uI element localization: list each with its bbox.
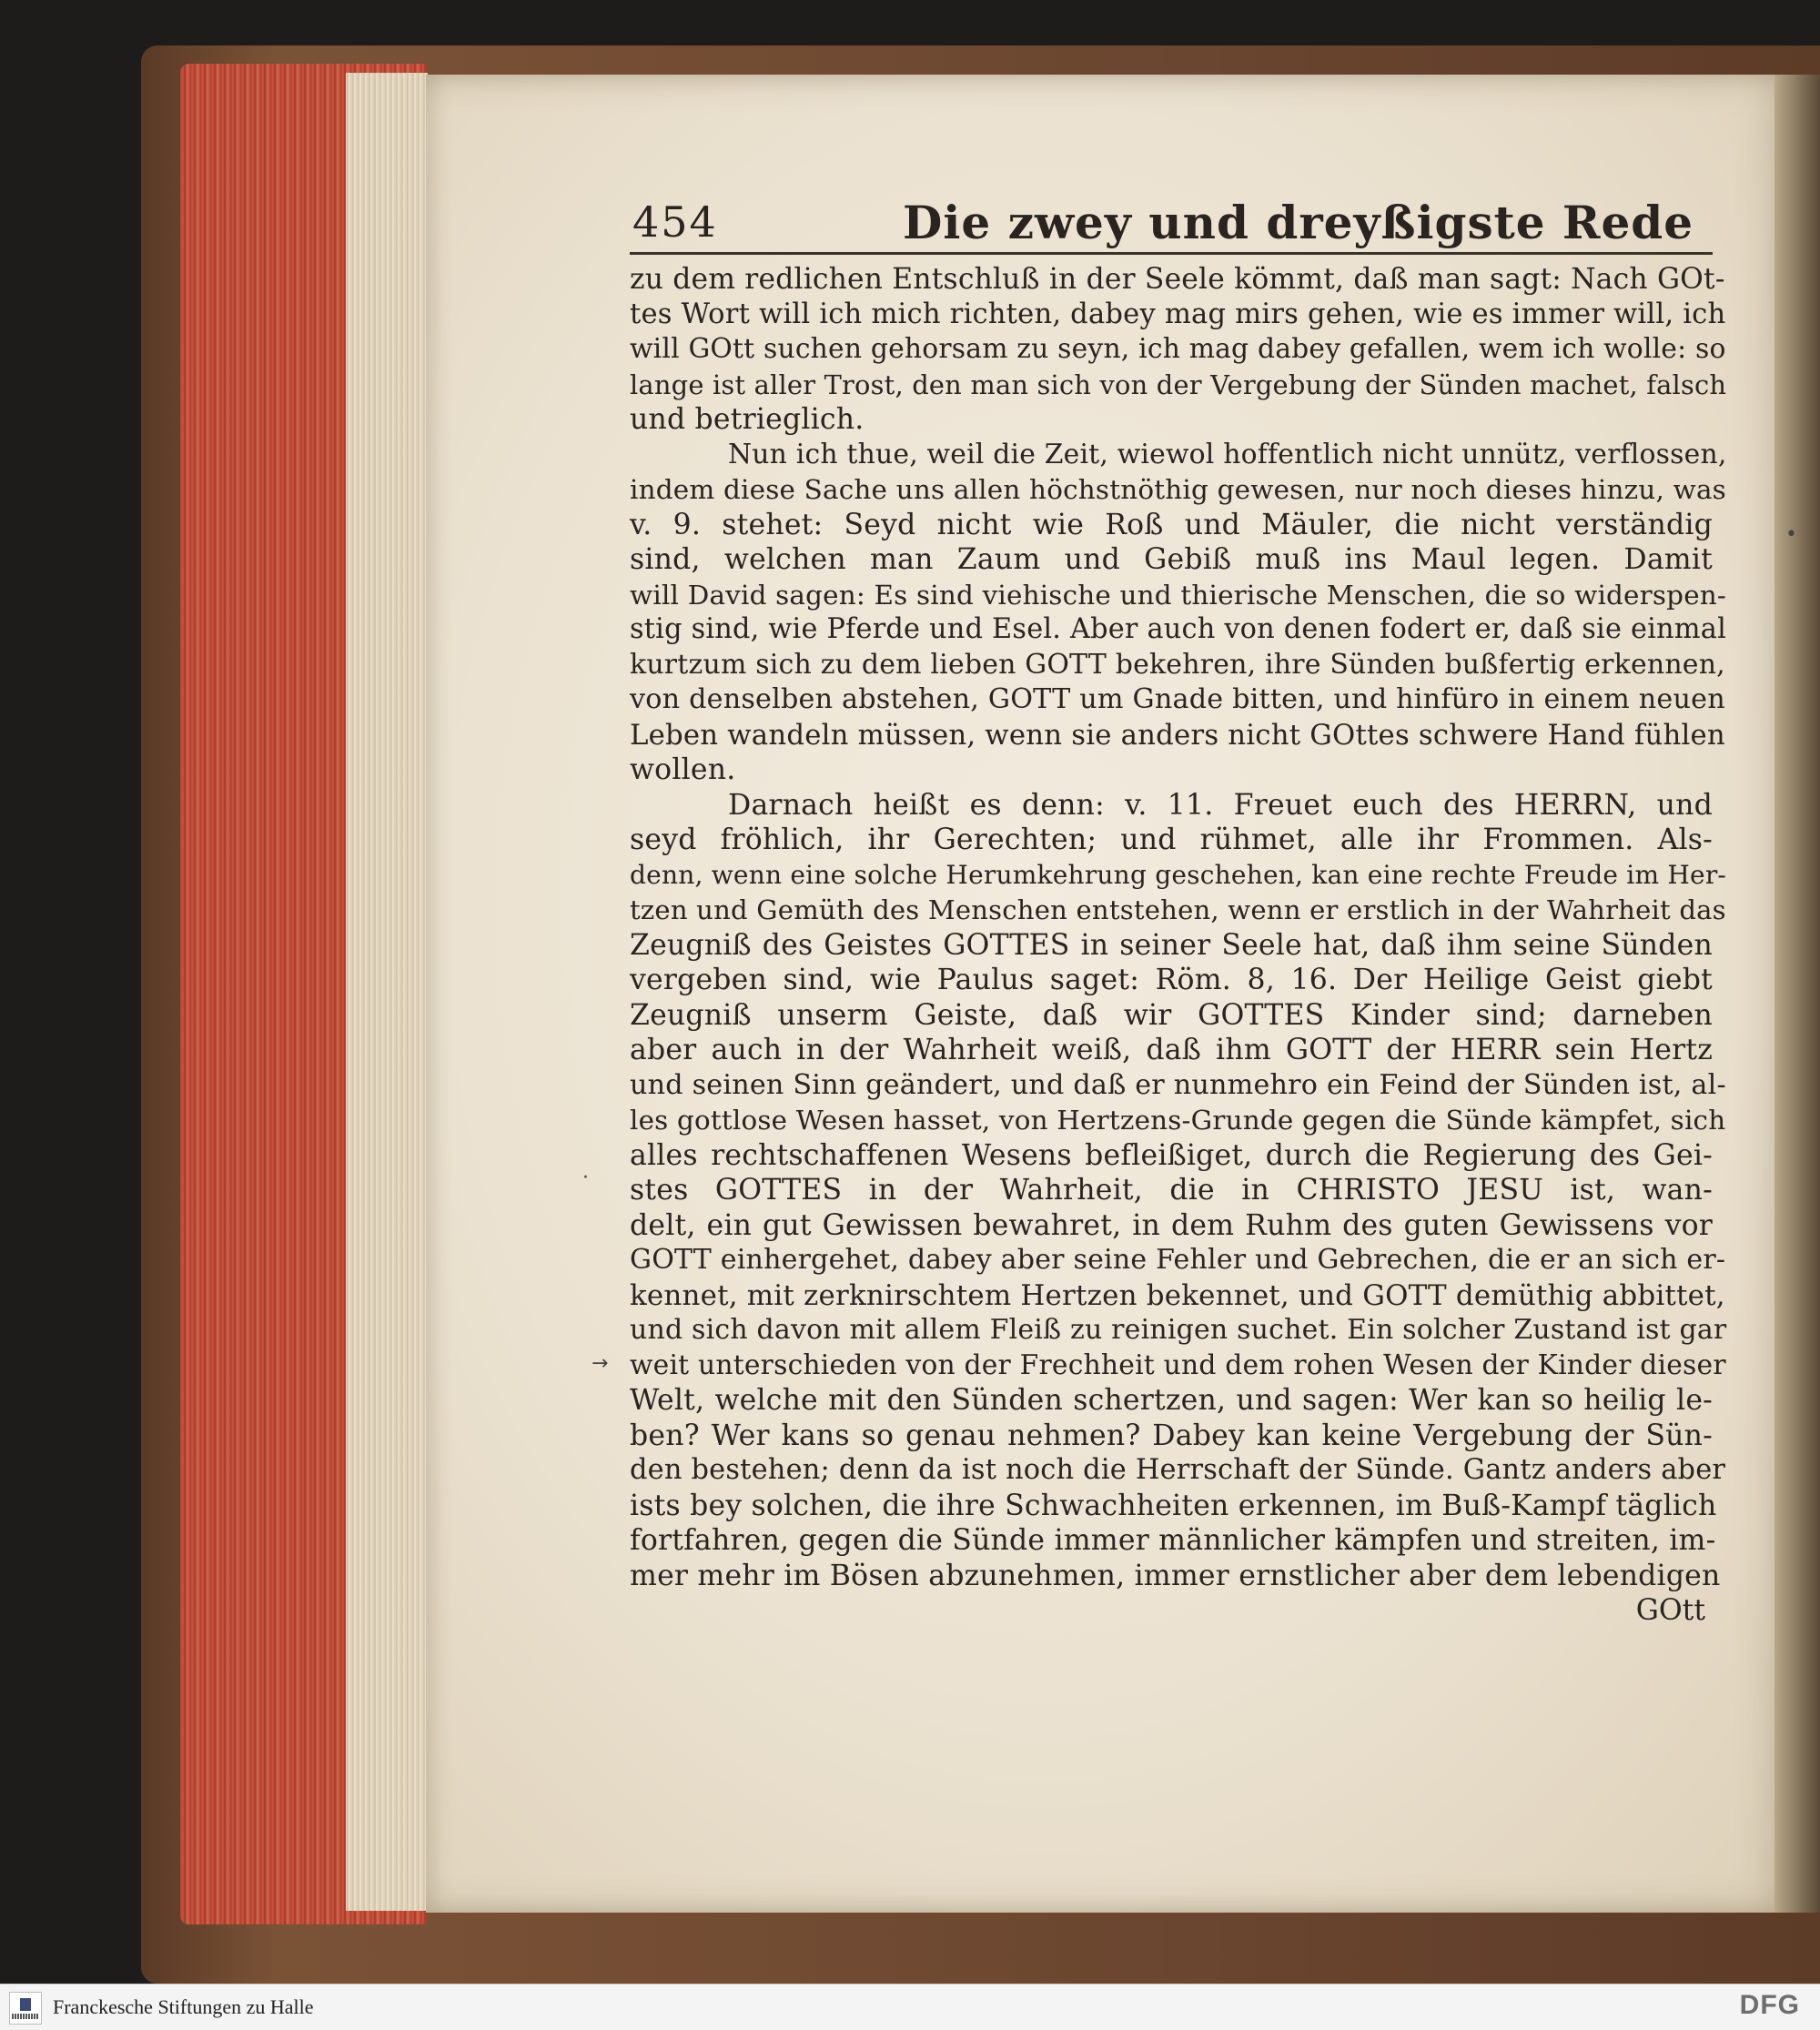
text-line: les gottlose Wesen hasset, von Hertzens-Grunde gegen die Sünde kämpfet, sich [630,1105,1726,1136]
text-line: GOTT einhergehet, dabey aber seine Fehler und Gebrechen, die er an sich er- [630,1244,1726,1276]
text-line: will David sagen: Es sind viehische und thierische Menschen, die so widerspen- [630,579,1727,611]
text-line: Darnach heißt es denn: v. 11. Freuet euch des HERRN, und [728,788,1713,822]
text-line: Zeugniß unserm Geiste, daß wir GOTTES Kinder sind; darneben [630,998,1713,1032]
page-stack [346,73,428,1911]
text-line: kennet, mit zerknirschtem Hertzen bekennet, und GOTT demüthig abbittet, [630,1278,1725,1312]
text-line: kurtzum sich zu dem lieben GOTT bekehren, ihre Sünden bußfertig erkennen, [630,648,1725,681]
text-line: Zeugniß des Geistes GOTTES in seiner Seele hat, daß ihm seine Sünden [630,928,1713,962]
text-line: den bestehen; denn da ist noch die Herrschaft der Sünde. Gantz anders aber [630,1454,1726,1486]
text-line: indem diese Sache uns allen höchstnöthig gewesen, nur noch dieses hinzu, was [630,474,1726,505]
page-gutter [1774,75,1820,1913]
dfg-logo[interactable]: DFG [1739,1990,1800,2020]
text-line: aber auch in der Wahrheit weiß, daß ihm GOTT der HERR sein Hertz [630,1034,1713,1066]
page-header [630,196,1713,255]
institution-name[interactable]: Franckesche Stiftungen zu Halle [53,1995,314,2018]
text-line: wollen. [630,753,736,786]
page-number: 454 [632,197,718,247]
text-line: zu dem redlichen Entschluß in der Seele kömmt, daß man sagt: Nach GOt- [630,263,1725,296]
text-line: vergeben sind, wie Paulus saget: Röm. 8, 16. Der Heilige Geist giebt [630,964,1713,996]
text-line: ists bey solchen, die ihre Schwachheiten erkennen, im Buß-Kampf täglich [630,1489,1717,1522]
text-line: und betrieglich. [630,403,864,436]
printed-text-block [630,196,1727,1629]
text-line: fortfahren, gegen die Sünde immer männlicher kämpfen und streiten, im- [630,1524,1716,1557]
text-line: stig sind, wie Pferde und Esel. Aber auch von denen fodert er, daß sie einmal [630,613,1726,645]
text-line: weit unterschieden von der Frechheit und dem rohen Wesen der Kinder dieser [630,1348,1726,1381]
catchword-row [630,1593,1713,1629]
text-line: Nun ich thue, weil die Zeit, wiewol hoffentlich nicht unnütz, verflossen, [728,438,1727,470]
institution-logo-icon[interactable] [9,1992,42,2025]
text-line: mer mehr im Bösen abzunehmen, immer ernstlicher aber dem lebendigen [630,1559,1721,1592]
body-text [630,262,1727,1593]
text-line: Leben wandeln müssen, wenn sie anders nicht GOttes schwere Hand fühlen [630,718,1725,752]
text-line: von denselben abstehen, GOTT um Gnade bitten, und hinfüro in einem neuen [630,683,1725,715]
text-line: delt, ein gut Gewissen bewahret, in dem Ruhm des guten Gewissens vor [630,1208,1713,1242]
viewer-footer [0,1984,1820,2030]
text-line: und seinen Sinn geändert, und daß er nunmehro ein Feind der Sünden ist, al- [630,1068,1726,1101]
margin-dot: • [1785,523,1797,546]
text-line: denn, wenn eine solche Herumkehrung geschehen, kan eine rechte Freude im Her- [630,859,1727,890]
text-line: tzen und Gemüth des Menschen entstehen, wenn er erstlich in der Wahrheit das [630,894,1726,925]
text-line: will GOtt suchen gehorsam zu seyn, ich mag dabey gefallen, wem ich wolle: so [630,333,1726,365]
text-line: und sich davon mit allem Fleiß zu reinigen suchet. Ein solcher Zustand ist gar [630,1314,1727,1346]
text-line: lange ist aller Trost, den man sich von der Vergebung der Sünden machet, falsch [630,369,1727,400]
text-line: stes GOTTES in der Wahrheit, die in CHRISTO JESU ist, wan- [630,1174,1713,1207]
text-line: v. 9. stehet: Seyd nicht wie Roß und Mäuler, die nicht verständig [630,508,1713,541]
running-title: Die zwey und dreyßigste Rede [903,196,1694,249]
text-line: alles rechtschaffenen Wesens befleißiget, durch die Regierung des Gei- [630,1138,1713,1172]
text-line: tes Wort will ich mich richten, dabey mag mirs gehen, wie es immer will, ich [630,298,1726,330]
margin-arrow: → [592,1352,609,1375]
text-line: ben? Wer kans so genau nehmen? Dabey kan keine Vergebung der Sün- [630,1419,1713,1452]
text-line: sind, welchen man Zaum und Gebiß muß ins Maul legen. Damit [630,543,1713,576]
text-line: Welt, welche mit den Sünden schertzen, und sagen: Wer kan so heilig le- [630,1384,1713,1417]
text-line: seyd fröhlich, ihr Gerechten; und rühmet, alle ihr Frommen. Als- [630,823,1713,856]
catchword: GOtt [1635,1594,1705,1627]
margin-mark: · [582,1166,589,1189]
